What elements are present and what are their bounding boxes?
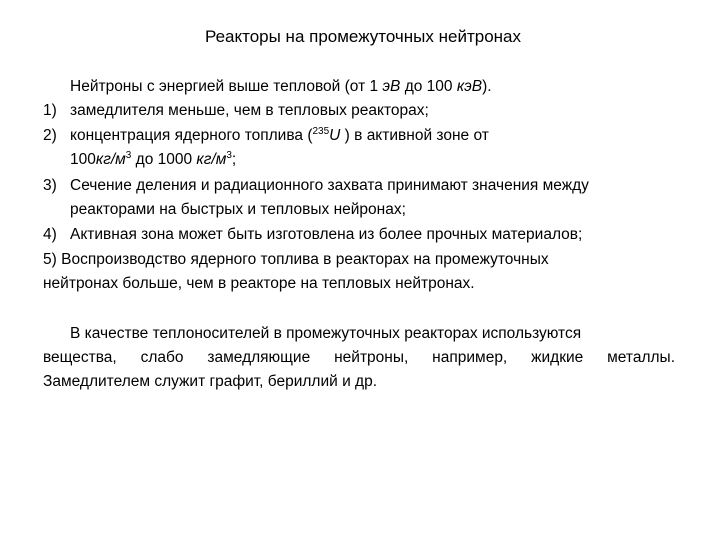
intro-unit-kev: кэВ — [456, 78, 483, 95]
paragraph-text-1: В качестве теплоносителей в промежуточных реакторах используются — [70, 325, 582, 342]
list-text-2a: концентрация ядерного топлива ( — [70, 127, 313, 144]
list-text-1: замедлителя меньше, чем в тепловых реакторах; — [70, 102, 429, 119]
list-item-3-continued — [70, 200, 406, 219]
list-number-5: 5) — [43, 251, 57, 268]
list-item-4 — [43, 225, 582, 244]
list-text-3b: реакторами на быстрых и тепловых нейронах; — [70, 201, 406, 218]
paragraph-text-3: Замедлителем служит графит, бериллий и др. — [43, 373, 378, 390]
slide-title: Реакторы на промежуточных нейтронах — [204, 27, 521, 46]
list-text-3a: Сечение деления и радиационного захвата принимают значения между — [70, 177, 589, 194]
list-item-3 — [43, 176, 589, 195]
paragraph-line-2: вещества, слабо замедляющие нейтроны, например, жидкие металлы. — [43, 349, 675, 366]
intro-unit-ev: эВ — [382, 78, 401, 95]
list-number-3: 3) — [43, 177, 57, 194]
list-number-1: 1) — [43, 102, 57, 119]
list-text-2c: 100 — [70, 151, 96, 168]
list-item-5 — [43, 250, 549, 269]
list-item-2 — [43, 126, 489, 145]
isotope-mass-number: 235 — [312, 126, 330, 137]
list-text-4: Активная зона может быть изготовлена из более прочных материалов; — [70, 226, 583, 243]
paragraph-line-1 — [70, 324, 581, 343]
intro-text-end: ). — [482, 78, 492, 95]
unit-kg-m3-1: кг/м — [95, 151, 126, 168]
list-text-2d: до 1000 — [131, 151, 197, 168]
intro-line — [70, 77, 492, 96]
list-text-2b: ) в активной зоне от — [340, 127, 489, 144]
list-text-2e: ; — [231, 151, 237, 168]
unit-exponent-2: 3 — [226, 150, 232, 161]
intro-text-mid: до 100 — [400, 78, 457, 95]
unit-kg-m3-2: кг/м — [196, 151, 227, 168]
intro-text-before: Нейтроны с энергией выше тепловой (от 1 — [70, 78, 383, 95]
list-item-2-continued — [70, 150, 236, 169]
list-number-4: 4) — [43, 226, 57, 243]
paragraph-line-3 — [43, 372, 377, 391]
isotope-symbol: U — [329, 127, 341, 144]
unit-exponent-1: 3 — [125, 150, 132, 161]
list-text-5a: Воспроизводство ядерного топлива в реакторах на промежуточных — [61, 251, 549, 268]
list-item-1 — [43, 101, 429, 120]
list-text-5b: нейтронах больше, чем в реакторе на тепловых нейтронах. — [43, 275, 475, 292]
list-number-2: 2) — [43, 127, 57, 144]
list-item-5-continued — [43, 274, 475, 293]
